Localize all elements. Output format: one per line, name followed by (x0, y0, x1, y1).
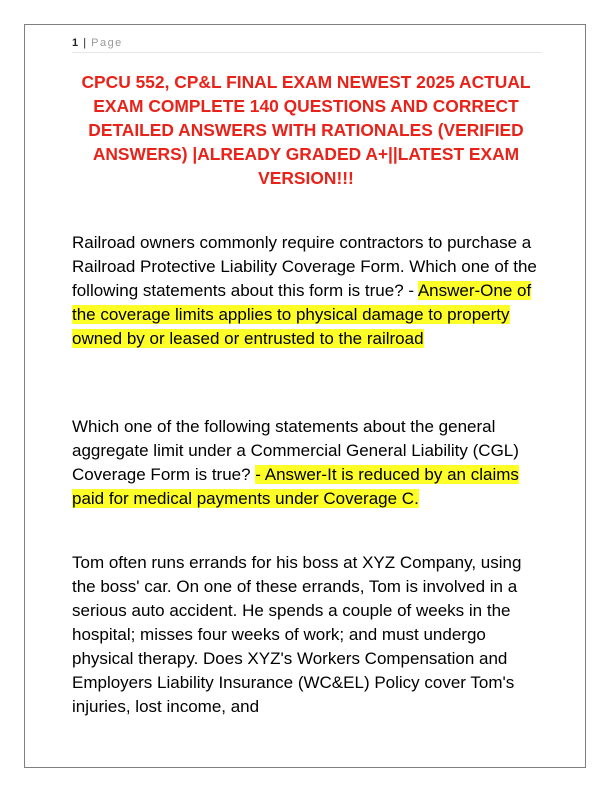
question-text: Tom often runs errands for his boss at XYZ Company, using the boss' car. On one of these errands, Tom is involved in a serious auto accident. He spends a couple of weeks in the hospital; misses four weeks of work; and must undergo physical therapy. Does XYZ's Workers Compensation and Employers Liability Insurance (WC&EL) Policy cover Tom's injuries, lost income, and (72, 553, 522, 716)
answer-highlight: Answer-One of the coverage limits applies to physical damage to property owned by or leased or entrusted to the railroad (72, 281, 532, 348)
question-block-2 (72, 415, 542, 511)
page-number: 1 (72, 37, 79, 49)
page-separator: | (83, 37, 87, 49)
answer-highlight: - Answer-It is reduced by an claims paid for medical payments under Coverage C. (72, 465, 519, 508)
question-block-3 (72, 551, 542, 719)
question-text: Which one of the following statements about the general aggregate limit under a Commercial General Liability (CGL) Coverage Form is true? (72, 417, 519, 484)
page-header (72, 36, 542, 53)
question-text: Railroad owners commonly require contractors to purchase a Railroad Protective Liability Coverage Form. Which one of the following statements about this form is true? - (72, 233, 537, 300)
document-title: CPCU 552, CP&L FINAL EXAM NEWEST 2025 ACTUAL EXAM COMPLETE 140 QUESTIONS AND CORRECT DETAILED ANSWERS WITH RATIONALES (VERIFIED ANSWERS) |ALREADY GRADED A+||LATEST EXAM VERSION!!! (81, 72, 531, 188)
question-block-1 (72, 231, 542, 351)
page-word: Page (91, 37, 123, 49)
